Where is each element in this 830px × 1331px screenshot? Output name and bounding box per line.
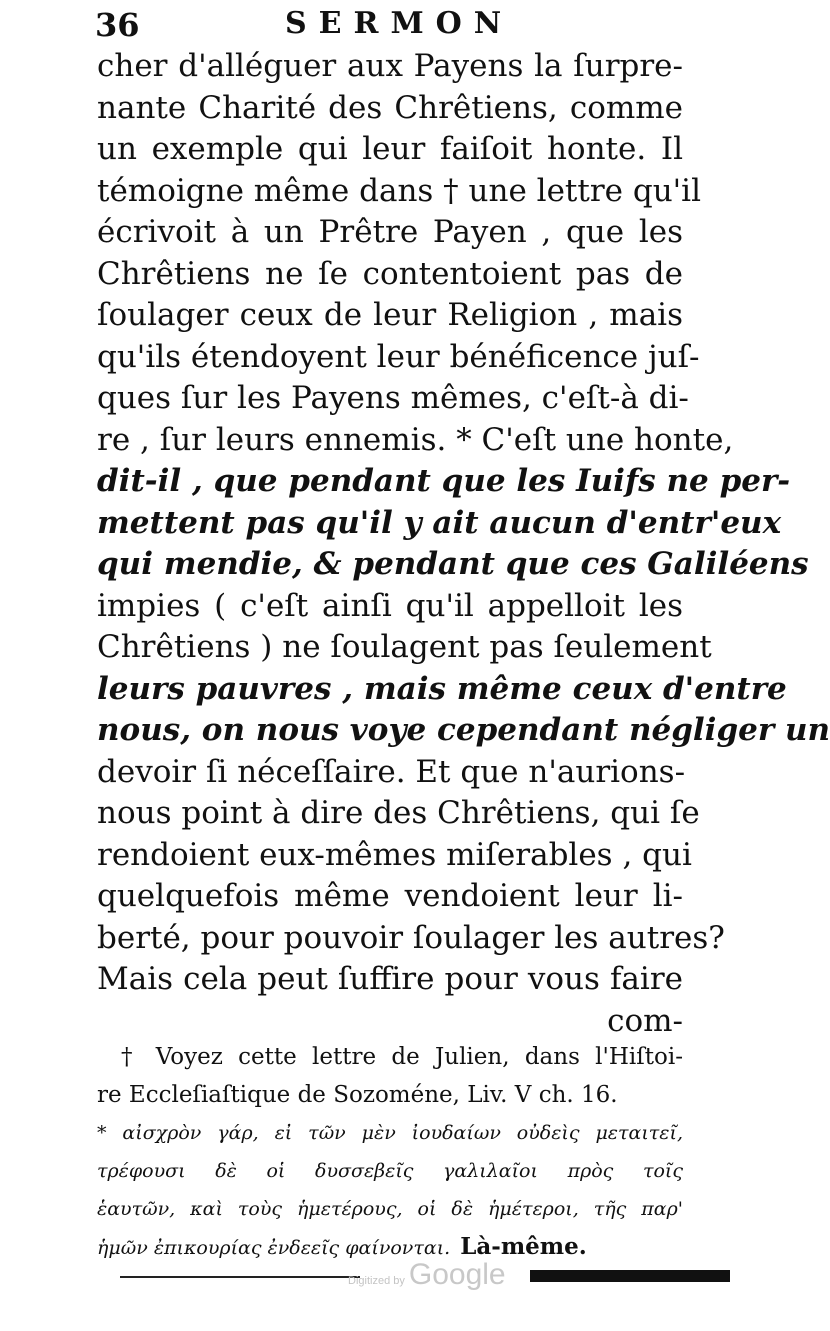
text-line: cher d'alléguer aux Payens la ſurpre-: [97, 48, 683, 84]
footnote-greek-text: ἡμῶν ἐπικουρίας ἐνδεεῖς φαίνονται.: [97, 1237, 451, 1259]
footer-ornament: [530, 1270, 730, 1282]
text-line: rendoient eux-mêmes miſerables , qui: [97, 836, 692, 873]
watermark-brand: Google: [408, 1258, 506, 1291]
text-line: ſoulager ceux de leur Religion , mais: [97, 297, 683, 333]
text-line: nante Charité des Chrêtiens, comme: [97, 89, 683, 126]
watermark-small-text: Digitized by: [348, 1275, 405, 1287]
catchword: com-: [607, 1002, 683, 1039]
text-line-italic: dit-il , que pendant que les Iuifs ne per-: [97, 463, 791, 499]
text-line: quelquefois même vendoient leur li-: [97, 878, 683, 914]
text-line: Chrêtiens ) ne ſoulagent pas ſeulement: [97, 629, 712, 665]
text-line: devoir ſi néceſſaire. Et que n'aurions-: [97, 753, 686, 790]
footnote-line: † Voyez cette lettre de Julien, dans l'Hiſtoi-: [121, 1044, 683, 1070]
text-line-italic: leurs pauvres , mais même ceux d'entre: [97, 670, 787, 707]
footnote-greek-line: τρέφουσι δὲ οἱ δυσσεβεῖς γαλιλαῖοι πρὸς τοῖς: [97, 1160, 683, 1182]
footer-rule: [120, 1276, 360, 1278]
text-line: nous point à dire des Chrêtiens, qui ſe: [97, 795, 700, 831]
text-line-italic: qui mendie, & pendant que ces Galiléens: [97, 546, 809, 582]
text-line: un exemple qui leur faiſoit honte. Il: [97, 131, 683, 167]
page-footer: [120, 1250, 750, 1290]
page-number: 36: [95, 6, 140, 44]
running-title: SERMON: [285, 6, 514, 41]
text-line-italic: nous, on nous voye cependant négliger un: [97, 712, 830, 748]
footnote-line: re Eccleſiaſtique de Sozoméne, Liv. V ch. 16.: [97, 1082, 618, 1108]
text-line: Mais cela peut ſuffire pour vous faire: [97, 961, 683, 997]
text-line-italic: mettent pas qu'il y ait aucun d'entr'eux: [97, 504, 782, 541]
text-line: qu'ils étendoyent leur bénéficence juſ-: [97, 338, 700, 375]
main-text: [97, 46, 830, 1042]
text-line: impies ( c'eſt ainſi qu'il appelloit les: [97, 587, 683, 624]
page-header: [95, 6, 685, 50]
text-line: berté, pour pouvoir ſoulager les autres?: [97, 919, 725, 956]
text-line: témoigne même dans † une lettre qu'il: [97, 172, 702, 209]
text-line: re , ſur leurs ennemis. * C'eſt une honte,: [97, 421, 734, 458]
footnote-greek-line: ἑαυτῶν, καὶ τοὺς ἡμετέρους, οἱ δὲ ἡμέτεροι, τῆς παρ': [97, 1198, 683, 1220]
digitization-watermark: [348, 1258, 506, 1292]
footnote-source: Là-même.: [460, 1233, 587, 1260]
footnote-greek-line: * αἰσχρὸν γάρ, εἰ τῶν μὲν ἰουδαίων οὐδεὶς μεταιτεῖ,: [97, 1122, 683, 1144]
text-line: ques ſur les Payens mêmes, c'eſt-à di-: [97, 380, 689, 416]
text-line: écrivoit à un Prêtre Payen , que les: [97, 214, 683, 250]
footnotes: [97, 1038, 683, 1266]
text-line: Chrêtiens ne ſe contentoient pas de: [97, 255, 683, 292]
